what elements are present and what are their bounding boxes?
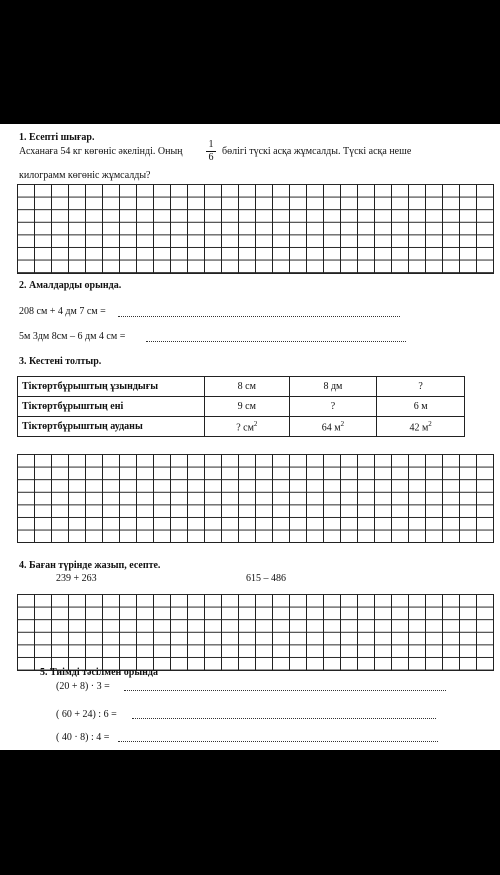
fraction-numerator: 1 — [208, 139, 214, 150]
square-exponent: 2 — [428, 419, 432, 428]
row-label: Тіктөртбұрыштың ауданы — [18, 417, 205, 437]
task1-text-c: килограмм көгөніс жұмсалды? — [19, 170, 151, 181]
task1-fraction — [206, 140, 216, 163]
task4-answer-grid[interactable] — [17, 594, 494, 671]
cell-value: ? см — [236, 422, 254, 434]
row-label: Тіктөртбұрыштың ені — [18, 397, 205, 417]
table-cell: 8 см — [205, 377, 290, 397]
rectangle-table — [17, 376, 465, 437]
task5-line3: ( 40 · 8) : 4 = — [56, 732, 110, 743]
table-cell — [377, 417, 465, 437]
task4-title: 4. Баған түрінде жазып, есепте. — [19, 560, 161, 571]
task4-expr1: 239 + 263 — [56, 573, 97, 584]
square-exponent: 2 — [253, 419, 258, 428]
task2-line1: 208 см + 4 дм 7 см = — [19, 306, 106, 317]
cell-value: 64 м — [321, 422, 341, 434]
table-cell[interactable]: ? — [289, 397, 377, 417]
square-exponent: 2 — [340, 419, 345, 428]
task4-expr2: 615 – 486 — [246, 573, 286, 584]
row-label: Тіктөртбұрыштың ұзындығы — [18, 377, 205, 397]
task5-title: 5. Тиімді тәсілмен орында — [40, 667, 158, 678]
table-row — [18, 417, 465, 437]
table-cell: 8 дм — [289, 377, 377, 397]
task3-title: 3. Кестені толтыр. — [19, 356, 102, 367]
task2-title: 2. Амалдарды орында. — [19, 280, 122, 291]
cell-value: 42 м — [409, 422, 429, 434]
task2-line2: 5м 3дм 8см – 6 дм 4 см = — [19, 331, 126, 342]
task5-answer-line1[interactable] — [124, 690, 446, 691]
table-row — [18, 377, 465, 397]
table-cell: 9 см — [205, 397, 290, 417]
task2-answer-line2[interactable] — [146, 341, 406, 342]
table-cell — [289, 417, 377, 437]
task2-answer-line1[interactable] — [118, 316, 400, 317]
task5-line1: (20 + 8) · 3 = — [56, 681, 110, 692]
table-cell[interactable] — [205, 417, 290, 437]
task1-title: 1. Есепті шығар. — [19, 132, 95, 143]
table-row — [18, 397, 465, 417]
table-cell: 6 м — [377, 397, 465, 417]
task1-text-a: Асханаға 54 кг көгөніс әкелінді. Оның — [19, 146, 183, 157]
task5-line2: ( 60 + 24) : 6 = — [56, 709, 117, 720]
worksheet-page — [0, 124, 500, 750]
fraction-denominator: 6 — [208, 152, 214, 163]
table-cell[interactable]: ? — [377, 377, 465, 397]
task5-answer-line3[interactable] — [118, 741, 438, 742]
task1-answer-grid[interactable] — [17, 184, 494, 274]
task5-answer-line2[interactable] — [132, 718, 436, 719]
task3-answer-grid[interactable] — [17, 454, 494, 543]
task1-text-b: бөлігі түскі асқа жұмсалды. Түскі асқа неше — [222, 146, 412, 157]
